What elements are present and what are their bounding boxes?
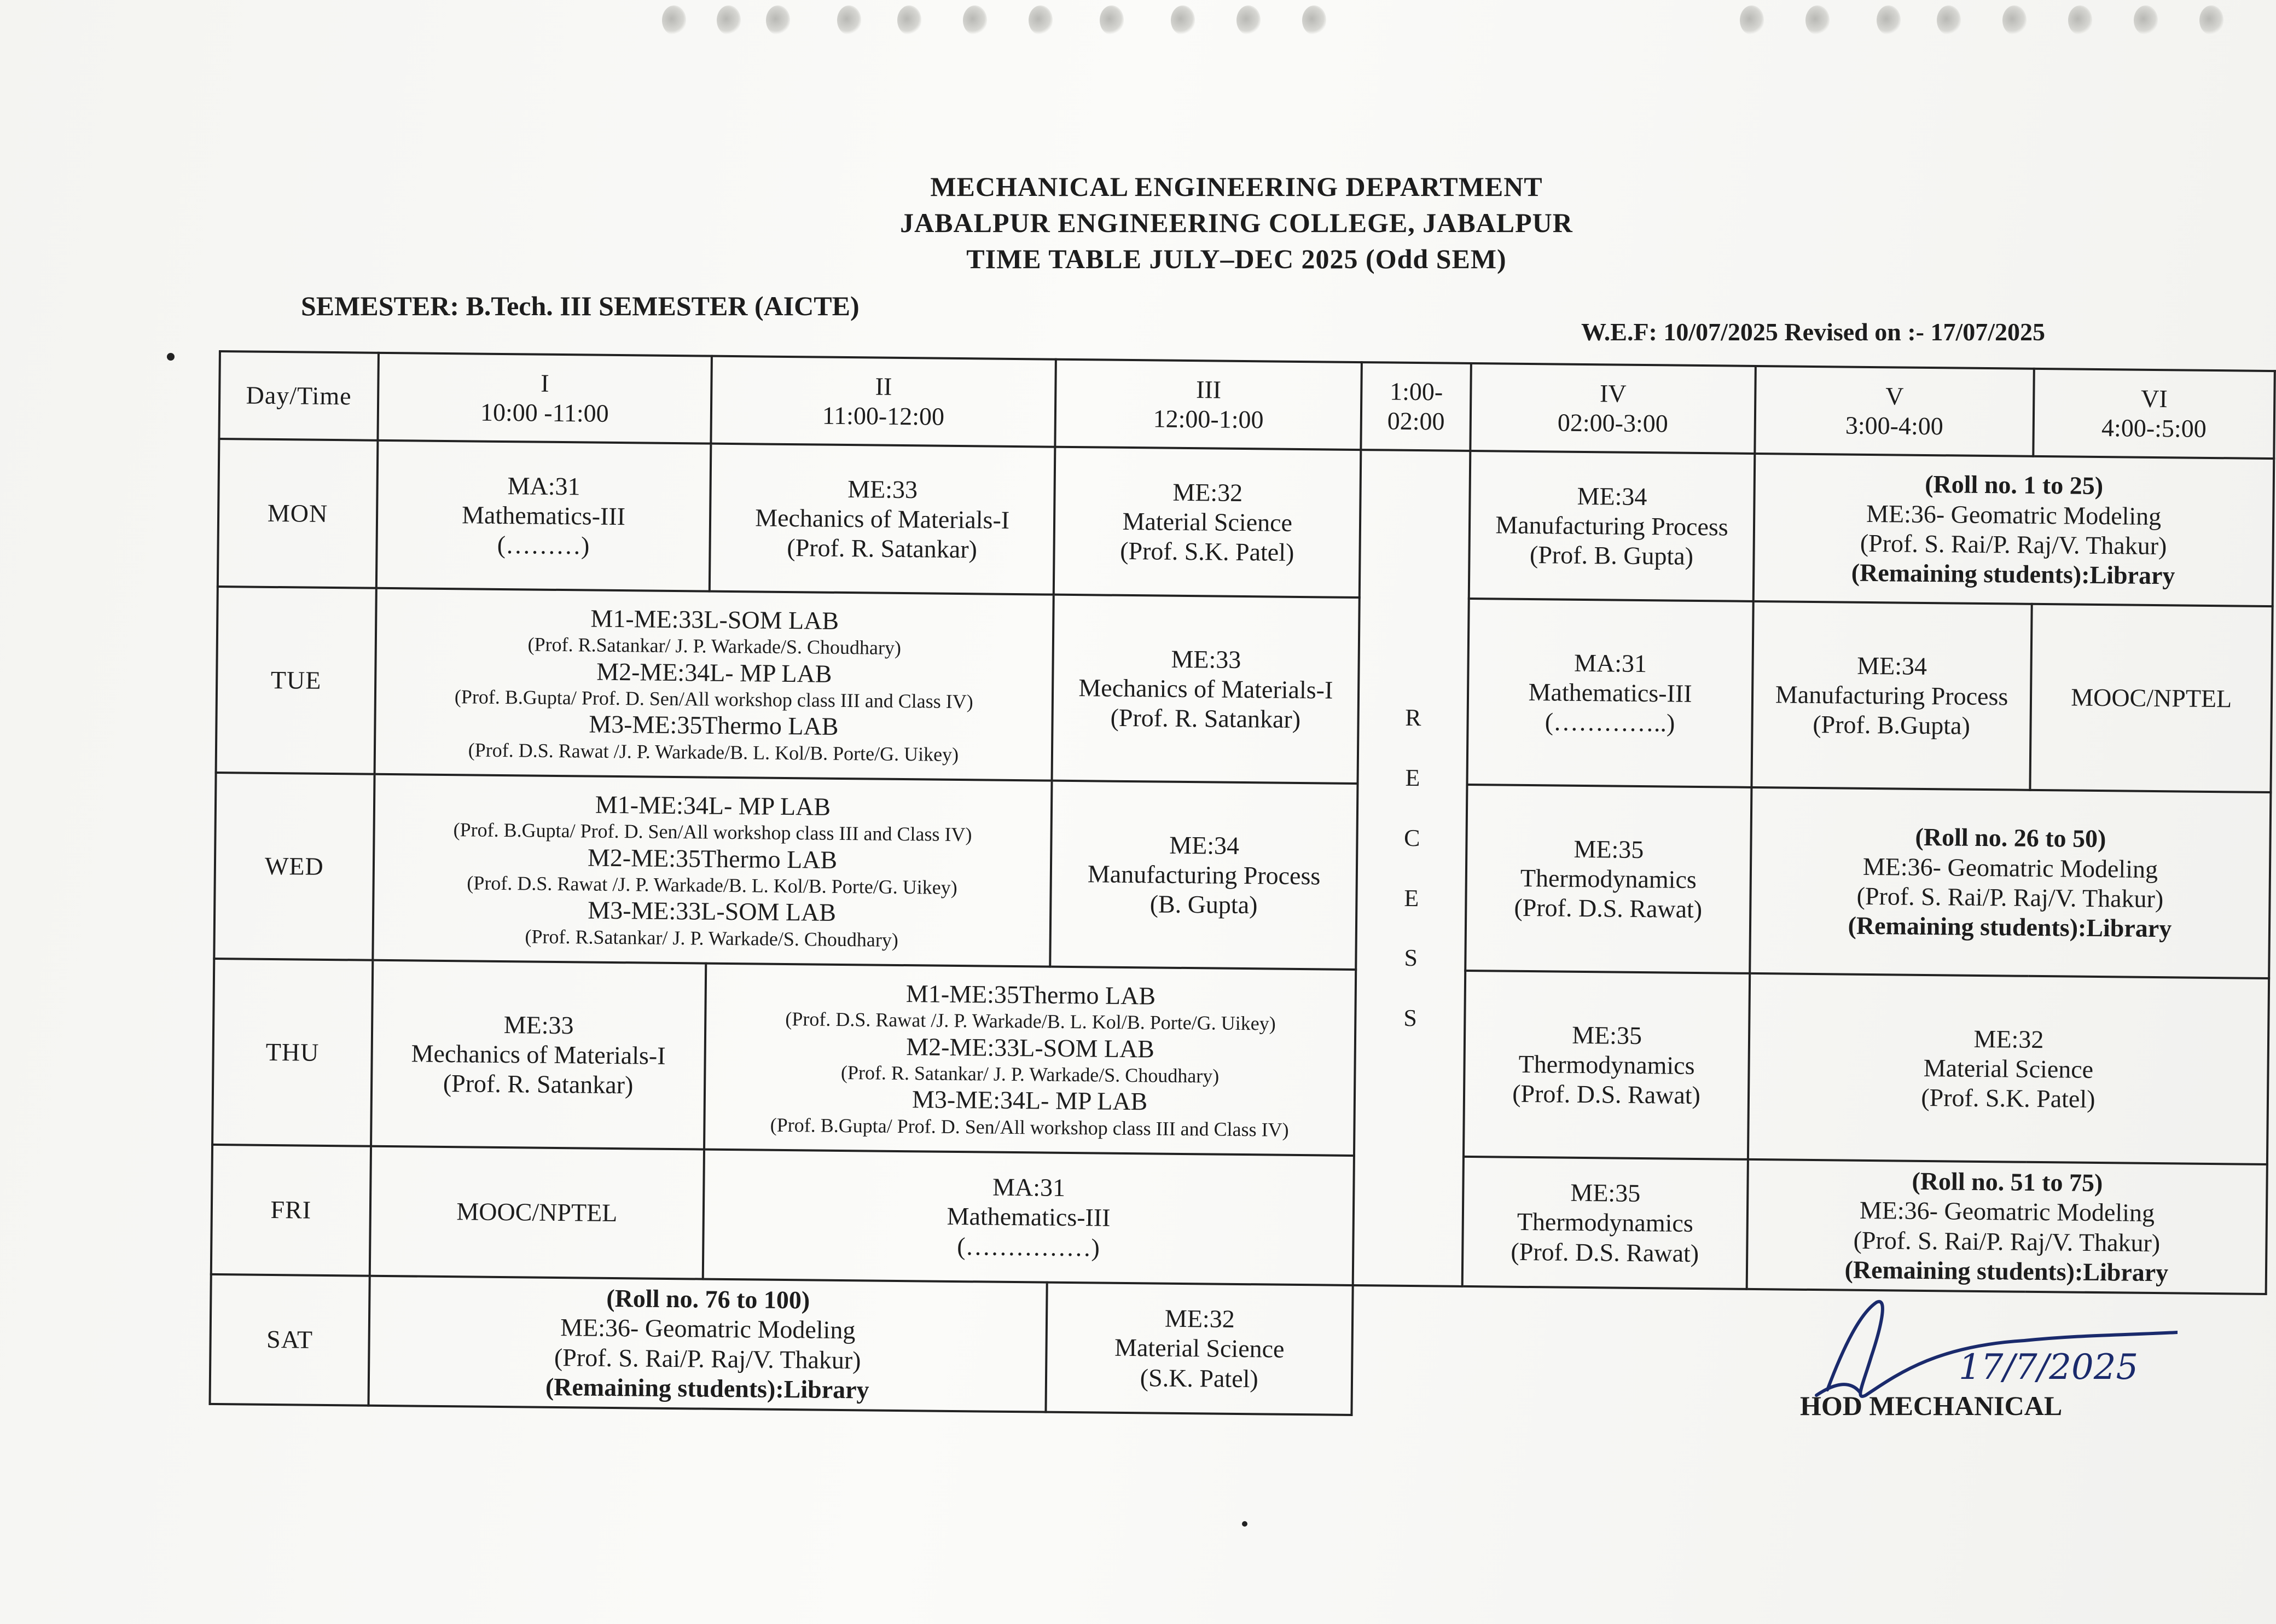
course-code: MA:31 [992, 1173, 1066, 1202]
semester-label: SEMESTER: B.Tech. III SEMESTER (AICTE) [301, 291, 860, 321]
course-code: ME:32 [1172, 478, 1243, 507]
course-name: Thermodynamics [1518, 1049, 1695, 1080]
instructor: (Prof. R. Satankar) [1110, 703, 1301, 734]
recess-letter: S [1404, 944, 1418, 972]
recess-time-start: 1:00- [1389, 377, 1443, 406]
lab-batch: M2-ME:33L-SOM LAB [906, 1032, 1155, 1063]
day-label-tue: TUE [216, 587, 376, 774]
mon-period-3 [1054, 447, 1361, 598]
binder-hole [897, 5, 921, 35]
course-code: ME:33 [503, 1010, 574, 1039]
tue-lab-block [374, 588, 1053, 781]
lab-batch: M2-ME:35Thermo LAB [587, 843, 838, 874]
binder-hole [837, 5, 861, 35]
thu-lab-block [704, 964, 1356, 1156]
lab-batch: M1-ME:35Thermo LAB [905, 979, 1156, 1010]
lab-batch: M1-ME:34L- MP LAB [595, 790, 831, 821]
lab-batch: M3-ME:33L-SOM LAB [588, 896, 837, 927]
roll-range: (Roll no. 76 to 100) [606, 1284, 810, 1314]
period-4-time: 02:00-3:00 [1557, 408, 1669, 438]
lab-batch: M3-ME:35Thermo LAB [589, 710, 839, 741]
course-code: MA:31 [507, 471, 580, 500]
course-code: ME:34 [1577, 482, 1647, 511]
sat-period-3 [1046, 1283, 1354, 1415]
period-5-number: V [1885, 381, 1904, 410]
binder-holes [0, 0, 2276, 49]
course-name: Thermodynamics [1520, 863, 1697, 894]
course-name: Mathematics-III [461, 501, 626, 531]
instructor: (Prof. S.K. Patel) [1921, 1083, 2095, 1113]
instructor: (…………..) [1545, 707, 1675, 737]
course-name: ME:36- Geomatric Modeling [1862, 852, 2158, 883]
recess-time-end: 02:00 [1387, 407, 1445, 436]
instructor: (Prof. B.Gupta) [1813, 710, 1971, 740]
course-code: ME:33 [1171, 645, 1241, 674]
period-2-number: II [875, 372, 892, 401]
binder-hole [662, 5, 686, 35]
fri-period-5-6 [1746, 1159, 2267, 1294]
binder-hole [1171, 5, 1195, 35]
instructor: (Prof. S. Rai/P. Raj/V. Thakur) [1856, 881, 2164, 913]
period-4-number: IV [1599, 379, 1627, 408]
mon-period-1 [376, 440, 711, 591]
lab-batch: M1-ME:33L-SOM LAB [590, 604, 839, 635]
tue-period-6: MOOC/NPTEL [2030, 604, 2273, 792]
course-name: ME:36- Geomatric Modeling [560, 1313, 856, 1344]
instructor: (Prof. D.S. Rawat) [1514, 893, 1703, 924]
recess-column [1353, 450, 1470, 1286]
signature-date: 17/7/2025 [1959, 1347, 2139, 1388]
course-name: Mechanics of Materials-I [1078, 673, 1333, 704]
period-5-time: 3:00-4:00 [1845, 411, 1944, 440]
recess-letter: E [1404, 884, 1419, 912]
recess-letter: R [1405, 704, 1421, 731]
binder-hole [1740, 5, 1764, 35]
binder-hole [963, 5, 987, 35]
course-code: ME:35 [1574, 834, 1644, 863]
remaining-note: (Remaining students):Library [1851, 558, 2175, 590]
period-1-number: I [540, 369, 549, 397]
course-code: ME:34 [1856, 651, 1927, 680]
sat-period-1-2 [368, 1276, 1047, 1412]
period-4-header [1471, 363, 1756, 454]
recess-header [1361, 362, 1471, 451]
period-6-header [2034, 369, 2275, 459]
binder-hole [1029, 5, 1053, 35]
lab-instructors: (Prof. R. Satankar/ J. P. Warkade/S. Choudhary) [840, 1061, 1220, 1087]
binder-hole [1937, 5, 1961, 35]
binder-hole [717, 5, 741, 35]
lab-instructors: (Prof. B.Gupta/ Prof. D. Sen/All workshop class III and Class IV) [453, 819, 972, 846]
course-name: Mathematics-III [947, 1202, 1111, 1232]
course-name: Mathematics-III [1528, 677, 1692, 707]
college-title: JABALPUR ENGINEERING COLLEGE, JABALPUR [900, 207, 1573, 238]
period-6-time: 4:00-:5:00 [2101, 414, 2207, 443]
course-name: Mechanics of Materials-I [411, 1039, 666, 1070]
lab-instructors: (Prof. B.Gupta/ Prof. D. Sen/All workshop class III and Class IV) [770, 1113, 1289, 1141]
instructor: (Prof. B. Gupta) [1529, 541, 1694, 571]
thu-period-1 [371, 960, 706, 1150]
instructor: (Prof. S. Rai/P. Raj/V. Thakur) [1860, 529, 2167, 560]
course-name: Manufacturing Process [1495, 511, 1728, 541]
thu-period-5-6 [1748, 973, 2269, 1164]
course-name: Thermodynamics [1517, 1208, 1694, 1238]
day-label-thu: THU [212, 959, 373, 1146]
mon-row [218, 439, 2274, 606]
course-name: Material Science [1122, 507, 1293, 537]
mon-period-2 [710, 444, 1055, 595]
department-title: MECHANICAL ENGINEERING DEPARTMENT [930, 171, 1543, 202]
instructor: (Prof. D.S. Rawat) [1511, 1237, 1699, 1267]
binder-hole [1236, 5, 1261, 35]
binder-hole [1100, 5, 1124, 35]
wef-date: W.E.F: 10/07/2025 Revised on :- 17/07/2025 [1581, 318, 2046, 346]
page-dot [167, 353, 175, 361]
wed-period-5-6 [1750, 787, 2271, 978]
binder-hole [2199, 5, 2223, 35]
period-6-number: VI [2140, 384, 2168, 413]
thu-period-4 [1464, 971, 1750, 1159]
course-name: ME:36- Geomatric Modeling [1866, 499, 2162, 530]
instructor: (……………) [957, 1232, 1100, 1262]
instructor: (S.K. Patel) [1140, 1363, 1258, 1393]
course-code: ME:35 [1570, 1178, 1641, 1208]
day-label-wed: WED [214, 773, 374, 960]
instructor: (Prof. S.K. Patel) [1119, 536, 1294, 567]
roll-range: (Roll no. 1 to 25) [1925, 470, 2104, 500]
lab-instructors: (Prof. D.S. Rawat /J. P. Warkade/B. L. Kol/B. Porte/G. Uikey) [467, 872, 957, 898]
remaining-note: (Remaining students):Library [1844, 1255, 2169, 1287]
day-time-header: Day/Time [219, 351, 378, 440]
roll-range: (Roll no. 51 to 75) [1912, 1167, 2103, 1197]
remaining-note: (Remaining students):Library [1848, 911, 2172, 943]
course-name: Manufacturing Process [1775, 680, 2008, 711]
course-name: Material Science [1114, 1333, 1285, 1364]
course-name: Material Science [1923, 1053, 2094, 1083]
tue-row [216, 587, 2273, 792]
fri-period-2-3 [703, 1150, 1355, 1285]
recess-letter: E [1405, 764, 1420, 791]
period-3-number: III [1195, 375, 1222, 404]
course-code: ME:32 [1164, 1304, 1235, 1333]
lab-instructors: (Prof. R.Satankar/ J. P. Warkade/S. Choudhary) [527, 633, 902, 659]
binder-hole [766, 5, 790, 35]
recess-letter: C [1403, 824, 1420, 851]
hod-title: HOD MECHANICAL [1800, 1390, 2063, 1421]
binder-hole [2002, 5, 2027, 35]
lab-batch: M2-ME:34L- MP LAB [596, 657, 832, 688]
mon-period-5-6 [1754, 454, 2274, 606]
binder-hole [1805, 5, 1830, 35]
period-2-time: 11:00-12:00 [822, 401, 945, 431]
wed-period-4 [1465, 785, 1751, 973]
period-2-header [711, 356, 1055, 447]
course-name: Mechanics of Materials-I [754, 503, 1010, 534]
period-1-header [378, 353, 712, 444]
roll-range: (Roll no. 26 to 50) [1915, 823, 2106, 853]
period-3-time: 12:00-1:00 [1153, 404, 1264, 434]
page-dot [1242, 1521, 1247, 1527]
course-code: ME:34 [1169, 831, 1240, 860]
fri-period-4 [1462, 1157, 1748, 1289]
tue-period-4 [1467, 599, 1754, 787]
course-name: ME:36- Geomatric Modeling [1859, 1196, 2155, 1227]
fri-period-1: MOOC/NPTEL [370, 1146, 705, 1279]
lab-instructors: (Prof. B.Gupta/ Prof. D. Sen/All workshop class III and Class IV) [454, 686, 973, 713]
remaining-note: (Remaining students):Library [545, 1372, 869, 1404]
lab-batch: M3-ME:34L- MP LAB [911, 1085, 1148, 1116]
wed-period-3 [1050, 781, 1358, 970]
period-1-time: 10:00 -11:00 [480, 398, 609, 427]
fri-row [211, 1145, 2267, 1294]
wed-lab-block [373, 774, 1052, 967]
course-code: ME:35 [1571, 1020, 1642, 1049]
thu-row [212, 959, 2269, 1164]
mon-period-4 [1469, 451, 1755, 601]
instructor: (B. Gupta) [1149, 890, 1258, 919]
course-name: Manufacturing Process [1087, 860, 1321, 890]
instructor: (Prof. D.S. Rawat) [1512, 1079, 1701, 1110]
day-label-fri: FRI [211, 1145, 371, 1276]
day-label-mon: MON [218, 439, 378, 588]
instructor: (Prof. S. Rai/P. Raj/V. Thakur) [554, 1343, 861, 1374]
instructor: (Prof. S. Rai/P. Raj/V. Thakur) [1853, 1226, 2161, 1257]
period-3-header [1055, 359, 1362, 450]
recess-letter: S [1403, 1005, 1418, 1032]
binder-hole [2134, 5, 2158, 35]
lab-instructors: (Prof. D.S. Rawat /J. P. Warkade/B. L. Kol/B. Porte/G. Uikey) [785, 1008, 1276, 1035]
lab-instructors: (Prof. D.S. Rawat /J. P. Warkade/B. L. Kol/B. Porte/G. Uikey) [468, 739, 959, 765]
course-code: MA:31 [1574, 648, 1647, 677]
wed-row [214, 773, 2271, 978]
binder-hole [1302, 5, 1326, 35]
timetable-title: TIME TABLE JULY–DEC 2025 (Odd SEM) [966, 243, 1507, 274]
period-5-header [1755, 366, 2034, 456]
instructor: (………) [497, 531, 590, 560]
course-code: ME:32 [1973, 1024, 2044, 1053]
tue-period-3 [1052, 595, 1360, 784]
timetable-wrapper [219, 350, 2276, 1405]
lab-instructors: (Prof. R.Satankar/ J. P. Warkade/S. Choudhary) [525, 925, 899, 951]
binder-hole [2068, 5, 2092, 35]
tue-period-5 [1751, 601, 2032, 790]
day-label-sat: SAT [210, 1274, 370, 1406]
binder-hole [1877, 5, 1901, 35]
course-code: ME:33 [847, 474, 918, 503]
timetable-table [208, 350, 2275, 1425]
instructor: (Prof. R. Satankar) [443, 1069, 634, 1099]
instructor: (Prof. R. Satankar) [787, 533, 978, 564]
